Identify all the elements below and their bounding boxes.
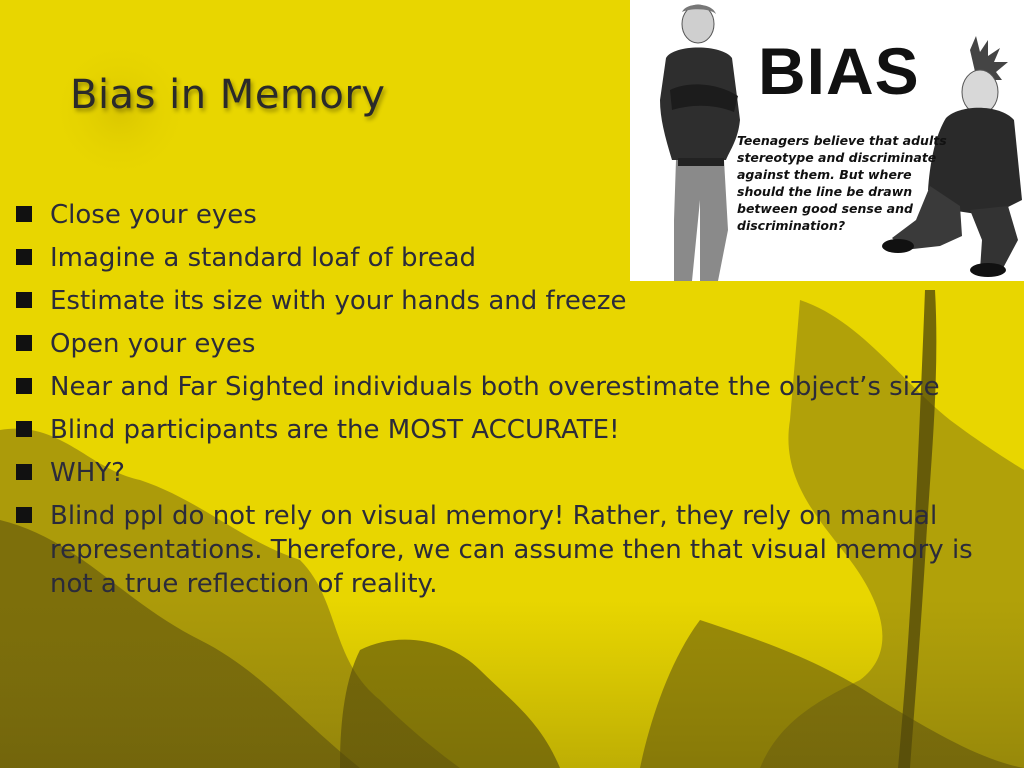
bullet-text: Close your eyes: [50, 200, 257, 230]
bullet-item: [14, 370, 974, 404]
bias-caption: Teenagers believe that adults stereotype and discriminate against them. But where should the line be drawn between good sense and discrimination?: [737, 133, 947, 233]
bullet-text: Imagine a standard loaf of bread: [50, 243, 477, 273]
bullet-text: Near and Far Sighted individuals both overestimate the object’s size: [50, 372, 940, 402]
slide-title: Bias in Memory: [70, 72, 386, 118]
square-bullet-icon: [16, 378, 32, 394]
square-bullet-icon: [16, 507, 32, 523]
bullet-text: Open your eyes: [50, 329, 256, 359]
bias-heading: BIAS: [758, 34, 920, 108]
bullet-item: [14, 456, 974, 490]
square-bullet-icon: [16, 464, 32, 480]
bullet-item: [14, 499, 974, 601]
square-bullet-icon: [16, 421, 32, 437]
bullet-text: Blind ppl do not rely on visual memory! Rather, they rely on manual representations. Therefore, we can assume then that visual memory is not a true reflection of reality.: [50, 501, 973, 599]
bullet-item: [14, 413, 974, 447]
bullet-text: Blind participants are the MOST ACCURATE!: [50, 415, 620, 445]
square-bullet-icon: [16, 292, 32, 308]
bullet-item: [14, 284, 974, 318]
square-bullet-icon: [16, 335, 32, 351]
bullet-text: WHY?: [50, 458, 125, 488]
bullet-text: Estimate its size with your hands and freeze: [50, 286, 627, 316]
bullet-item: [14, 327, 974, 361]
square-bullet-icon: [16, 249, 32, 265]
bias-image: [630, 0, 1024, 281]
square-bullet-icon: [16, 206, 32, 222]
